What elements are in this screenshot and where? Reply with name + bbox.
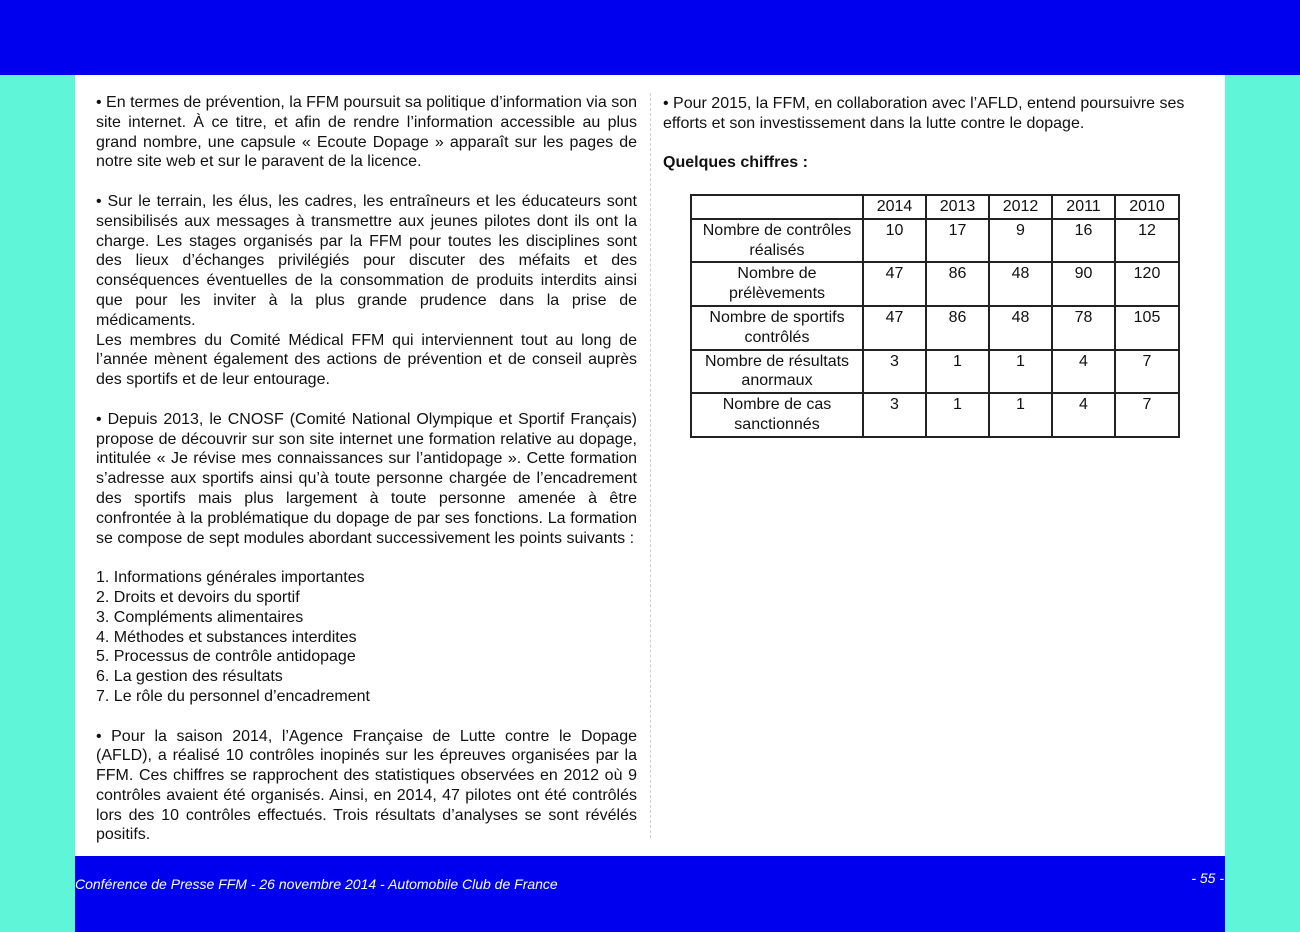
paragraph-2015: • Pour 2015, la FFM, en collaboration avec l’AFLD, entend poursuivre ses efforts et son investissement dans la lutte contre le dopage.	[663, 95, 1185, 132]
table-cell: 10	[863, 219, 926, 263]
table-row	[691, 306, 1179, 350]
table-cell: 7	[1115, 393, 1179, 437]
table-cell: 1	[926, 393, 989, 437]
table-header-cell: 2014	[863, 195, 926, 219]
list-item: 5. Processus de contrôle antidopage	[96, 648, 356, 666]
table-cell: 86	[926, 262, 989, 306]
table-header-cell: 2012	[989, 195, 1052, 219]
table-header-cell: 2011	[1052, 195, 1115, 219]
table-cell: 4	[1052, 393, 1115, 437]
table-cell: 1	[989, 393, 1052, 437]
table-cell: 3	[863, 393, 926, 437]
table-corner-cell	[691, 195, 863, 219]
table-row-label: Nombre de sportifs contrôlés	[691, 306, 863, 350]
table-row	[691, 219, 1179, 263]
table-cell: 1	[989, 350, 1052, 394]
table-row	[691, 350, 1179, 394]
paragraph-terrain: • Sur le terrain, les élus, les cadres, les entraîneurs et les éducateurs sont sensibilisés aux messages à transmettre aux jeunes pilotes dont ils ont la charge. Les stages organisés par la FFM pour toutes les disciplines sont des lieux d’échanges privilégiés pour discuter des méfaits et des conséquences éventuelles de la consommation de produits interdits ainsi que pour les inviter à la plus grande prudence dans la prise de médicaments.	[96, 192, 637, 329]
table-cell: 48	[989, 262, 1052, 306]
paragraph-cnosf: • Depuis 2013, le CNOSF (Comité National Olympique et Sportif Français) propose de découvrir sur son site internet une formation relative au dopage, intitulée « Je révise mes connaissances sur l’antidopage ». Cette formation s’adresse aux sportifs ainsi qu’à toute personne chargée de l’encadrement des sportifs mais plus largement à toute personne amenée à être confrontée à la problématique du dopage de par ses fonctions. La formation se compose de sept modules abordant successivement les points suivants :	[96, 410, 637, 547]
table-cell: 16	[1052, 219, 1115, 263]
footer-caption: Conférence de Presse FFM - 26 novembre 2014 - Automobile Club de France	[75, 876, 558, 892]
table-row	[691, 393, 1179, 437]
table-cell: 47	[863, 262, 926, 306]
footer-bar	[75, 856, 1225, 932]
table-header-cell: 2010	[1115, 195, 1179, 219]
list-item: 2. Droits et devoirs du sportif	[96, 588, 300, 606]
table-header-row	[691, 195, 1179, 219]
table-cell: 78	[1052, 306, 1115, 350]
table-cell: 9	[989, 219, 1052, 263]
list-item: 1. Informations générales importantes	[96, 569, 365, 587]
table-cell: 17	[926, 219, 989, 263]
page-number: - 55 -	[1191, 870, 1224, 886]
column-divider	[650, 93, 651, 838]
list-item: 4. Méthodes et substances interdites	[96, 628, 357, 646]
table-cell: 47	[863, 306, 926, 350]
table-header-cell: 2013	[926, 195, 989, 219]
list-item: 3. Compléments alimentaires	[96, 608, 304, 626]
table-cell: 1	[926, 350, 989, 394]
table-cell: 48	[989, 306, 1052, 350]
table-cell: 105	[1115, 306, 1179, 350]
table-cell: 86	[926, 306, 989, 350]
table-row-label: Nombre de cas sanctionnés	[691, 393, 863, 437]
section-heading: Quelques chiffres :	[663, 154, 808, 172]
paragraph-prevention: • En termes de prévention, la FFM poursuit sa politique d’information via son site internet. À ce titre, et afin de rendre l’information accessible au plus grand nombre, une capsule « Ecoute Dopage » apparaît sur les pages de notre site web et sur le paravent de la licence.	[96, 94, 637, 171]
header-bar	[0, 0, 1300, 75]
table-row-label: Nombre de prélèvements	[691, 262, 863, 306]
table-row-label: Nombre de résultats anormaux	[691, 350, 863, 394]
list-item: 7. Le rôle du personnel d’encadrement	[96, 687, 370, 705]
table-cell: 12	[1115, 219, 1179, 263]
left-column	[96, 93, 637, 865]
table-cell: 7	[1115, 350, 1179, 394]
table-cell: 3	[863, 350, 926, 394]
statistics-table	[690, 194, 1180, 438]
table-cell: 90	[1052, 262, 1115, 306]
paragraph-comite-medical: Les membres du Comité Médical FFM qui interviennent tout au long de l’année mènent également des actions de prévention et de conseil auprès des sportifs et de leur entourage.	[96, 331, 637, 389]
right-column	[663, 94, 1208, 193]
table-cell: 4	[1052, 350, 1115, 394]
table-row	[691, 262, 1179, 306]
list-item: 6. La gestion des résultats	[96, 668, 283, 686]
table-cell: 120	[1115, 262, 1179, 306]
paragraph-afld-2014: • Pour la saison 2014, l’Agence Française de Lutte contre le Dopage (AFLD), a réalisé 10 contrôles inopinés sur les épreuves organisées par la FFM. Ces chiffres se rapprochent des statistiques observées en 2012 où 9 contrôles avaient été organisés. Ainsi, en 2014, 47 pilotes ont été contrôlés lors des 10 contrôles effectués. Trois résultats d’analyses se sont révélés positifs.	[96, 727, 637, 844]
table-row-label: Nombre de contrôles réalisés	[691, 219, 863, 263]
modules-list	[96, 568, 637, 707]
